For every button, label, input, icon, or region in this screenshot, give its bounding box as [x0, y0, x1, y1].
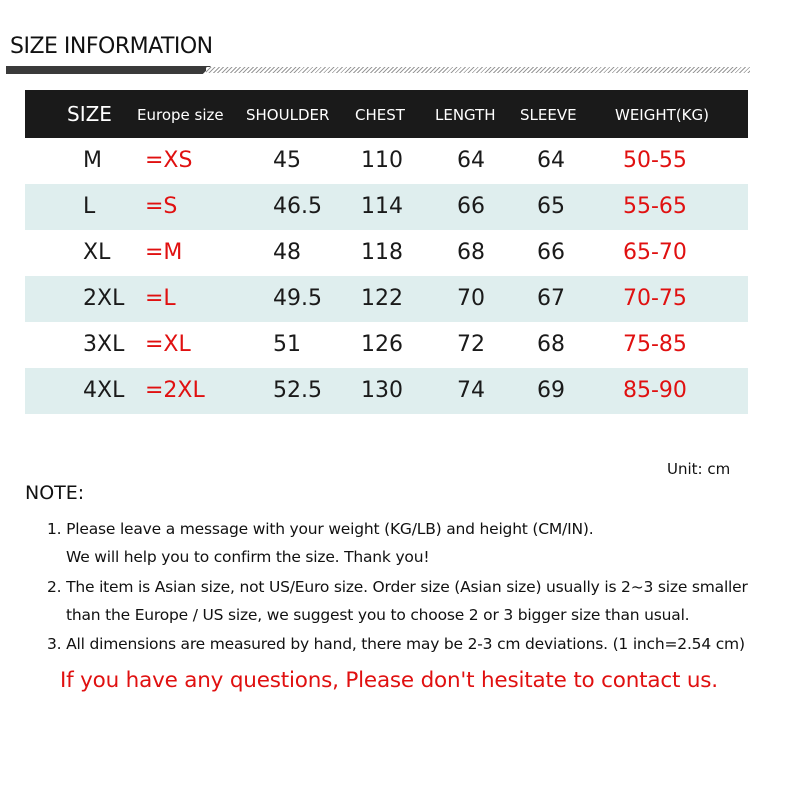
header-shoulder: SHOULDER	[246, 106, 330, 124]
header-size: SIZE	[67, 102, 112, 126]
cell-chest: 110	[361, 148, 403, 173]
cell-europe-size: =L	[145, 286, 176, 311]
contact-message: If you have any questions, Please don't hesitate to contact us.	[60, 668, 718, 693]
unit-label: Unit: cm	[667, 460, 731, 478]
cell-shoulder: 48	[273, 240, 301, 265]
cell-length: 70	[457, 286, 485, 311]
page-title: SIZE INFORMATION	[10, 34, 213, 59]
header-weight: WEIGHT(KG)	[615, 106, 709, 124]
table-header	[25, 90, 748, 138]
header-chest: CHEST	[355, 106, 405, 124]
cell-sleeve: 66	[537, 240, 565, 265]
table-row	[25, 322, 748, 368]
cell-weight: 85-90	[623, 378, 687, 403]
note-line: 2. The item is Asian size, not US/Euro size. Order size (Asian size) usually is 2~3 size smaller	[47, 578, 748, 596]
cell-size: 3XL	[83, 332, 125, 357]
cell-length: 72	[457, 332, 485, 357]
note-title: NOTE:	[25, 482, 85, 504]
cell-europe-size: =XS	[145, 148, 193, 173]
header-length: LENGTH	[435, 106, 496, 124]
note-line: than the Europe / US size, we suggest you to choose 2 or 3 bigger size than usual.	[66, 606, 690, 624]
cell-length: 74	[457, 378, 485, 403]
cell-shoulder: 46.5	[273, 194, 322, 219]
cell-size: L	[83, 194, 96, 219]
cell-size: M	[83, 148, 102, 173]
cell-chest: 130	[361, 378, 403, 403]
table-row	[25, 276, 748, 322]
cell-shoulder: 51	[273, 332, 301, 357]
size-table	[25, 90, 748, 414]
cell-size: XL	[83, 240, 111, 265]
cell-shoulder: 49.5	[273, 286, 322, 311]
table-row	[25, 230, 748, 276]
cell-sleeve: 68	[537, 332, 565, 357]
cell-weight: 50-55	[623, 148, 687, 173]
note-line: 1. Please leave a message with your weight (KG/LB) and height (CM/IN).	[47, 520, 594, 538]
title-underline-solid	[6, 66, 211, 74]
note-line: 3. All dimensions are measured by hand, there may be 2-3 cm deviations. (1 inch=2.54 cm)	[47, 635, 745, 653]
cell-size: 4XL	[83, 378, 125, 403]
table-row	[25, 184, 748, 230]
table-row	[25, 138, 748, 184]
cell-shoulder: 45	[273, 148, 301, 173]
cell-sleeve: 65	[537, 194, 565, 219]
cell-europe-size: =M	[145, 240, 183, 265]
cell-sleeve: 67	[537, 286, 565, 311]
cell-weight: 70-75	[623, 286, 687, 311]
cell-weight: 55-65	[623, 194, 687, 219]
note-line: We will help you to confirm the size. Thank you!	[66, 548, 430, 566]
cell-length: 66	[457, 194, 485, 219]
cell-sleeve: 64	[537, 148, 565, 173]
title-underline-hatch	[206, 67, 750, 73]
cell-chest: 114	[361, 194, 403, 219]
cell-chest: 126	[361, 332, 403, 357]
cell-europe-size: =S	[145, 194, 178, 219]
cell-length: 64	[457, 148, 485, 173]
cell-weight: 75-85	[623, 332, 687, 357]
cell-length: 68	[457, 240, 485, 265]
cell-shoulder: 52.5	[273, 378, 322, 403]
cell-size: 2XL	[83, 286, 125, 311]
cell-chest: 122	[361, 286, 403, 311]
header-europe-size: Europe size	[137, 106, 224, 124]
cell-weight: 65-70	[623, 240, 687, 265]
cell-europe-size: =2XL	[145, 378, 205, 403]
cell-sleeve: 69	[537, 378, 565, 403]
cell-europe-size: =XL	[145, 332, 191, 357]
cell-chest: 118	[361, 240, 403, 265]
header-sleeve: SLEEVE	[520, 106, 577, 124]
title-underline	[6, 66, 750, 74]
table-row	[25, 368, 748, 414]
